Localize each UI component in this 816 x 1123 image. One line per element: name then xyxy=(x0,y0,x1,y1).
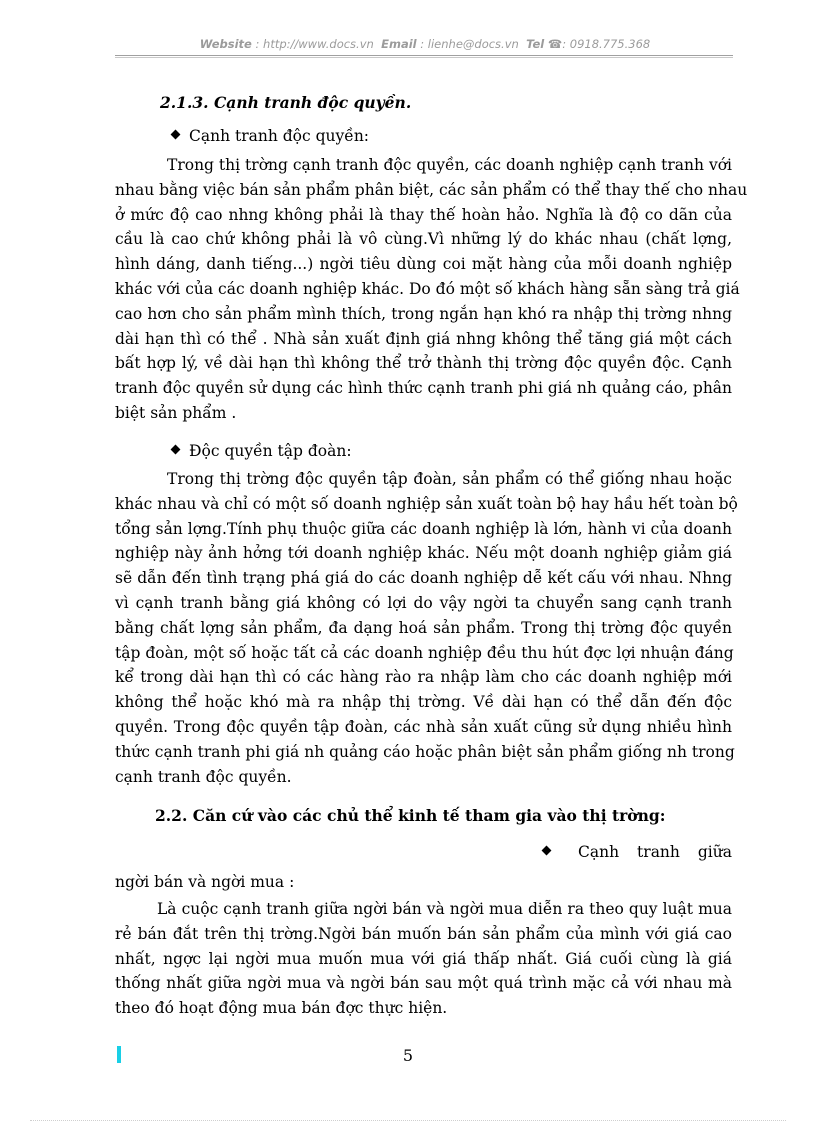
tel-label: Tel xyxy=(526,37,545,51)
paragraph-line: cao hơn cho sản phẩm mình thích, trong ngắn hạn khó ra nhập thị trờng nhng xyxy=(115,304,732,323)
paragraph-line: hình dáng, danh tiếng...) ngời tiêu dùng coi mặt hàng của mỗi doanh nghiệp xyxy=(115,255,732,274)
page-bottom-divider xyxy=(30,1120,786,1121)
paragraph-line: tổng sản lợng.Tính phụ thuộc giữa các doanh nghiệp là lớn, hành vi của doanh xyxy=(115,519,732,538)
bullet-item-monopolistic-competition xyxy=(172,127,369,145)
paragraph-buyer-seller xyxy=(115,897,732,1021)
paragraph-line: tranh độc quyền sử dụng các hình thức cạnh tranh phi giá nh quảng cáo, phân xyxy=(115,379,733,398)
bullet-item-buyer-seller: Cạnh tranh giữa xyxy=(578,843,732,861)
paragraph-line: kể trong dài hạn thì có các hàng rào ra nhập làm cho các doanh nghiệp mới xyxy=(115,668,732,687)
paragraph-line: sẽ dẫn đến tình trạng phá giá do các doanh nghiệp dễ kết cấu với nhau. Nhng xyxy=(115,569,732,588)
section-heading-2-1-3: 2.1.3. Cạnh tranh độc quyền. xyxy=(160,93,412,112)
paragraph-line: vì cạnh tranh bằng giá không có lợi do vậy ngời ta chuyển sang cạnh tranh xyxy=(115,593,732,612)
website-value: : http://www.docs.vn xyxy=(255,37,374,51)
paragraph-line: theo đó hoạt động mua bán đợc thực hiện. xyxy=(115,999,448,1018)
paragraph-line: nghiệp này ảnh hởng tới doanh nghiệp khác. Nếu một doanh nghiệp giảm giá xyxy=(115,544,732,563)
tel-value: : 0918.775.368 xyxy=(562,37,651,51)
paragraph-line: thống nhất giữa ngời mua và ngời bán sau một quá trình mặc cả với nhau mà xyxy=(115,974,732,993)
paragraph-line: tập đoàn, một số hoặc tất cả các doanh nghiệp đều thu hút đợc lợi nhuận đáng xyxy=(115,643,734,662)
diamond-bullet-icon-wrap xyxy=(543,843,560,861)
phone-icon: ☎ xyxy=(547,37,563,51)
paragraph-line: khác nhau và chỉ có một số doanh nghiệp sản xuất toàn bộ hay hầu hết toàn bộ xyxy=(115,494,738,513)
paragraph-line: nhau bằng việc bán sản phẩm phân biệt, các sản phẩm có thể thay thế cho nhau xyxy=(115,180,748,199)
header-divider-secondary xyxy=(115,57,733,58)
paragraph-line: Trong thị trờng độc quyền tập đoàn, sản phẩm có thể giống nhau hoặc xyxy=(167,470,732,488)
paragraph-line: cạnh tranh độc quyền. xyxy=(115,767,292,786)
website-label: Website xyxy=(199,37,252,51)
paragraph-line: ở mức độ cao nhng không phải là thay thế hoàn hảo. Nghĩa là độ co dãn của xyxy=(115,205,732,224)
page-number: 5 xyxy=(402,1046,414,1065)
bullet-label: Cạnh tranh độc quyền: xyxy=(189,127,370,145)
paragraph-line: biệt sản phẩm . xyxy=(115,403,237,422)
paragraph-line: không thể hoặc khó mà ra nhập thị trờng. Về dài hạn có thể dẫn đến độc xyxy=(115,693,732,712)
email-label: Email xyxy=(381,37,417,51)
paragraph-line: khác với của các doanh nghiệp khác. Do đó một số khách hàng sẵn sàng trả giá xyxy=(115,279,740,298)
paragraph-line: bằng chất lợng sản phẩm, đa dạng hoá sản phẩm. Trong thị trờng độc quyền xyxy=(115,618,732,637)
paragraph-line: dài hạn thì có thể . Nhà sản xuất định giá nhng không thể tăng giá một cách xyxy=(115,329,732,348)
header-divider xyxy=(115,55,733,56)
paragraph-line: Trong thị trờng cạnh tranh độc quyền, các doanh nghiệp cạnh tranh với xyxy=(167,156,732,174)
paragraph-monopolistic-competition xyxy=(115,153,748,426)
diamond-bullet-icon xyxy=(171,445,181,455)
email-value: : lienhe@docs.vn xyxy=(420,37,519,51)
paragraph-oligopoly xyxy=(115,467,738,789)
bullet-item-oligopoly xyxy=(172,442,352,460)
paragraph-line: cầu là cao chứ không phải là vô cùng.Vì những lý do khác nhau (chất lợng, xyxy=(115,230,732,249)
paragraph-line: rẻ bán đắt trên thị trờng.Ngời bán muốn bán sản phẩm của mình với giá cao xyxy=(115,924,732,943)
diamond-bullet-icon xyxy=(171,130,181,140)
diamond-bullet-icon xyxy=(542,846,552,856)
paragraph-line: bất hợp lý, về dài hạn thì không thể trở thành thị trờng độc quyền độc. Cạnh xyxy=(115,354,732,373)
paragraph-line: Là cuộc cạnh tranh giữa ngời bán và ngời mua diễn ra theo quy luật mua xyxy=(157,900,732,918)
section-heading-2-2: 2.2. Căn cứ vào các chủ thể kinh tế tham gia vào thị trờng: xyxy=(155,806,666,825)
bullet-continuation: ngời bán và ngời mua : xyxy=(115,873,295,891)
paragraph-line: nhất, ngợc lại ngời mua muốn mua với giá thấp nhất. Giá cuối cùng là giá xyxy=(115,949,732,968)
paragraph-line: quyền. Trong độc quyền tập đoàn, các nhà sản xuất cũng sử dụng nhiều hình xyxy=(115,717,732,736)
page-header xyxy=(115,37,735,51)
bullet-label: Độc quyền tập đoàn: xyxy=(189,442,352,460)
paragraph-line: thức cạnh tranh phi giá nh quảng cáo hoặc phân biệt sản phẩm giống nh trong xyxy=(115,742,735,761)
